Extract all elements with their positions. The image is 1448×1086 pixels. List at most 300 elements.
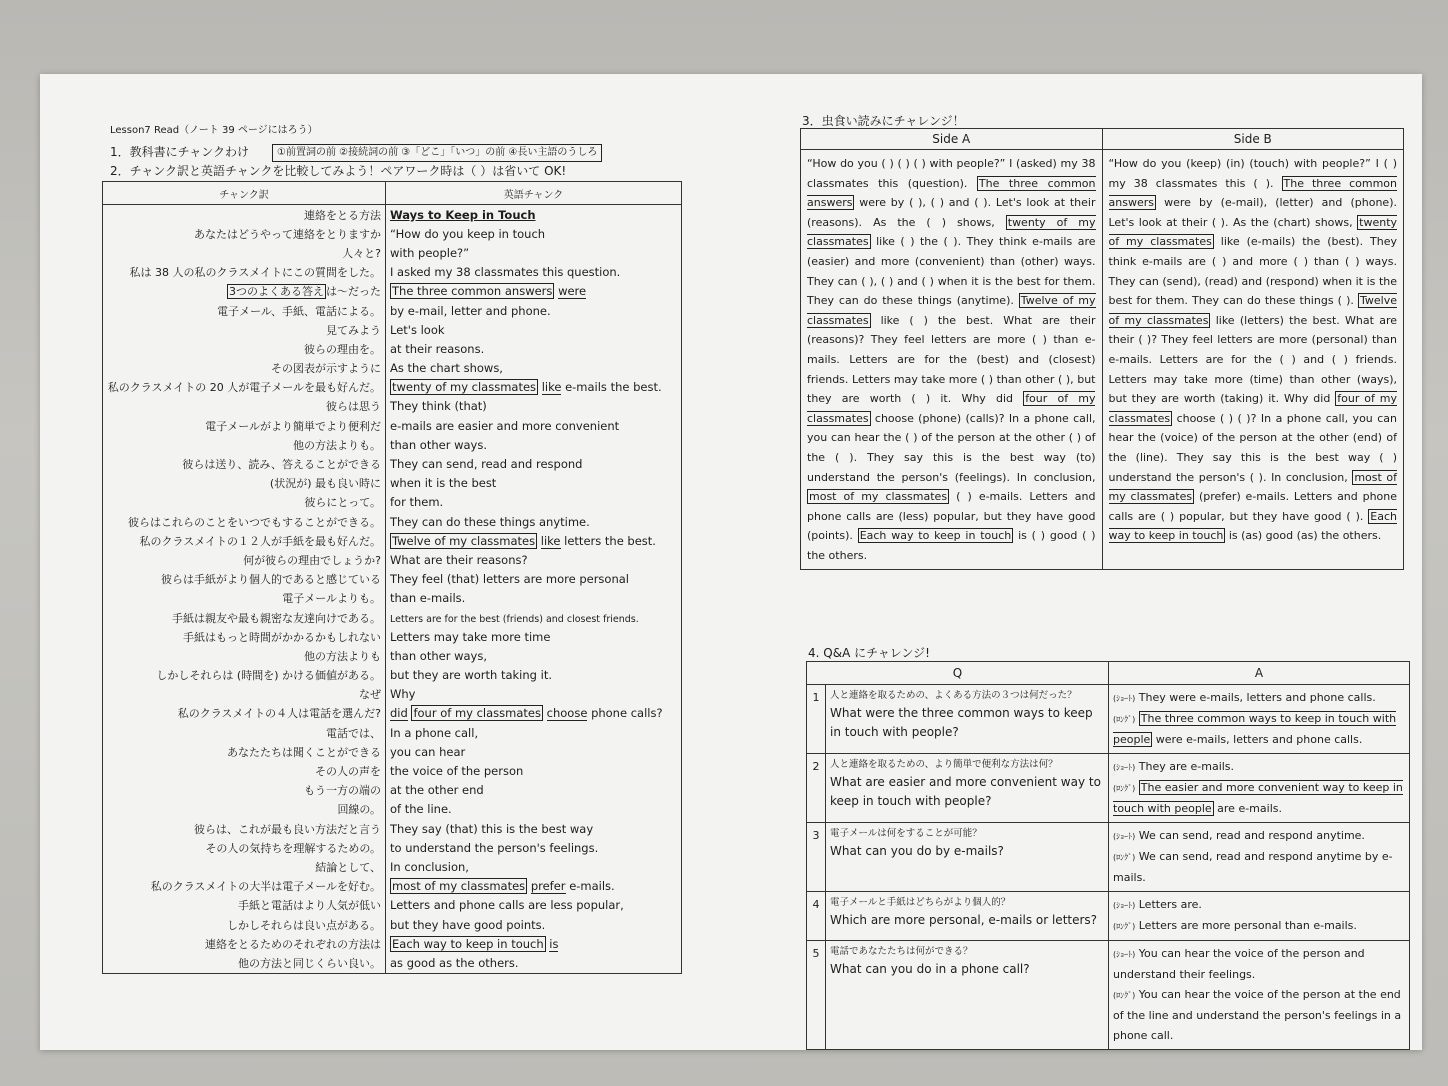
qa-number: 3: [807, 823, 826, 892]
cloze-subject: The three common answers: [1108, 176, 1398, 210]
chunk-en-cell: [386, 666, 682, 685]
table-row: [103, 224, 682, 243]
chunk-en-cell: [386, 570, 682, 589]
chunk-en-cell: [386, 742, 682, 761]
chunk-en-cell: [386, 896, 682, 915]
cloze-text: Why did: [1284, 392, 1331, 406]
long-answer-text: were e-mails, letters and phone calls.: [1155, 733, 1363, 746]
chunk-en-text: with people?”: [390, 245, 470, 260]
qa-row: [807, 941, 1410, 1050]
chunk-jp-text: 彼らは思う: [326, 400, 381, 414]
table-row: [103, 627, 682, 646]
chunk-jp-cell: [103, 627, 386, 646]
long-answer-text: We can send, read and respond anytime by e-mails.: [1113, 850, 1393, 884]
chunk-en-text: They feel (that) letters are more personal: [390, 572, 629, 587]
chunk-jp-subject: 3つのよくある答え: [229, 285, 324, 299]
qa-long-answer: [1113, 916, 1405, 937]
chunk-jp-text: 連絡をとる方法: [304, 208, 381, 222]
chunk-jp-text: 電子メール、手紙、電話による。: [217, 304, 381, 318]
chunk-en-verb: did: [390, 706, 408, 721]
chunk-jp-cell: [103, 339, 386, 358]
cloze-subject: twenty of my classmates: [807, 215, 1096, 249]
chunk-en-cell: [386, 857, 682, 876]
table-row: [103, 205, 682, 225]
chunk-jp-cell: [103, 857, 386, 876]
chunk-jp-text: その図表が示すように: [271, 362, 381, 376]
chunk-en-cell: [386, 761, 682, 780]
cloze-text: choose ( ) ( )? In a phone call, you can hear the (voice) of the person at the other (end) of the (line). They say this is the best way ( ) understand the person's ( ).: [1108, 411, 1398, 484]
table-row: [103, 838, 682, 857]
q-header: Q: [807, 662, 1109, 685]
chunk-jp-cell: [103, 666, 386, 685]
chunk-jp-text: 他の方法よりも: [304, 649, 381, 663]
long-tag: (ﾛﾝｸﾞ): [1113, 922, 1136, 931]
chunk-jp-cell: [103, 512, 386, 531]
chunk-en-text: phone calls?: [591, 706, 663, 721]
cloze-text: Why did: [961, 392, 1013, 406]
cloze-text: is (as) good (as) the others.: [1228, 529, 1382, 543]
table-row: [103, 915, 682, 934]
chunk-jp-cell: [103, 761, 386, 780]
chunk-jp-cell: [103, 243, 386, 262]
qa-short-answer: [1113, 826, 1405, 847]
side-b-header: Side B: [1102, 129, 1404, 150]
chunk-en-title: Ways to Keep in Touch: [390, 207, 536, 222]
chunk-jp-cell: [103, 454, 386, 473]
qa-question-jp: 電話であなたたちは何ができる？: [830, 946, 973, 957]
chunk-en-cell: [386, 550, 682, 569]
short-tag: (ｼｮｰﾄ): [1113, 950, 1136, 959]
chunk-en-cell: [386, 915, 682, 934]
chunk-jp-cell: [103, 263, 386, 282]
chunk-en-cell: [386, 646, 682, 665]
chunk-jp-text: あなたたちは聞くことができる: [227, 745, 381, 759]
qa-number: 5: [807, 941, 826, 1050]
long-answer-text: are e-mails.: [1217, 802, 1282, 815]
short-answer-text: They were e-mails, letters and phone calls.: [1138, 691, 1376, 704]
col-header-jp: チャンク訳: [103, 182, 386, 205]
section-3-heading: 3．虫食い読みにチャレンジ！: [802, 114, 965, 128]
chunk-en-text: I asked my 38 classmates this question.: [390, 265, 621, 280]
chunk-table: [102, 181, 682, 974]
chunk-en-text: e-mails.: [569, 879, 615, 894]
cloze-text: As the (chart) shows,: [1232, 215, 1353, 229]
side-a-header: Side A: [801, 129, 1103, 150]
chunk-en-cell: [386, 359, 682, 378]
chunk-en-cell: [386, 934, 682, 953]
chunk-en-subject: twenty of my classmates: [392, 380, 537, 395]
chunk-jp-cell: [103, 416, 386, 435]
qa-question-cell: [826, 892, 1109, 941]
chunk-en-cell: [386, 781, 682, 800]
chunk-jp-text: 電子メールがより簡単でより便利だ: [205, 419, 381, 433]
chunk-jp-text: (状況が) 最も良い時に: [269, 477, 381, 491]
a-header: A: [1109, 662, 1410, 685]
qa-number: 2: [807, 754, 826, 823]
cloze-subject: most of my classmates: [809, 490, 948, 504]
chunk-en-text: for them.: [390, 495, 444, 510]
cloze-subject: four of my classmates: [1108, 392, 1397, 425]
chunk-jp-cell: [103, 896, 386, 915]
qa-number: 1: [807, 685, 826, 754]
chunk-en-cell: [386, 282, 682, 301]
qa-row: [807, 754, 1410, 823]
chunk-en-text: but they have good points.: [390, 917, 546, 932]
chunk-en-cell: [386, 378, 682, 397]
table-row: [103, 263, 682, 282]
chunk-jp-text: 手紙と電話はより人気が低い: [238, 899, 381, 913]
chunk-jp-cell: [103, 570, 386, 589]
chunk-jp-cell: [103, 742, 386, 761]
table-row: [103, 282, 682, 301]
chunk-en-verb: like: [541, 380, 562, 395]
long-answer-subject: The three common ways to keep in touch with people: [1113, 712, 1397, 746]
chunk-en-cell: [386, 474, 682, 493]
table-row: [103, 512, 682, 531]
qa-long-answer: [1113, 847, 1405, 888]
qa-table-body: [807, 685, 1410, 1050]
chunk-jp-text: は～だった: [326, 285, 381, 299]
cloze-text: In conclusion,: [1271, 470, 1348, 484]
qa-answer-cell: [1109, 754, 1410, 823]
chunk-jp-text: 他の方法と同じくらい良い。: [238, 956, 381, 970]
chunk-en-text: to understand the person's feelings.: [390, 840, 599, 855]
cloze-text: “How do you ( ) ( ) ( ) with people?” I (asked) my 38 classmates this (question).: [807, 157, 1096, 190]
chunk-jp-text: 回線の。: [337, 803, 381, 817]
chunk-en-cell: [386, 263, 682, 282]
table-row: [103, 378, 682, 397]
col-header-en: 英語チャンク: [386, 182, 682, 205]
chunk-jp-text: しかしそれらは (時間を) かける価値がある。: [156, 669, 381, 683]
chunk-en-subject: Twelve of my classmates: [392, 533, 536, 548]
chunk-en-text: Letters are for the best (friends) and closest friends.: [390, 613, 639, 625]
cloze-table: [800, 128, 1404, 570]
cloze-text: like (letters) the best. What are their ( )? They feel letters are more (personal) than e-mails. Letters are for the ( ) and ( ) friends. Letters may take more (time) than other (ways), but they are worth (taking) it.: [1108, 313, 1397, 406]
table-row: [103, 550, 682, 569]
cloze-subject: Each way to keep in touch: [859, 529, 1012, 543]
chunk-jp-cell: [103, 320, 386, 339]
chunk-jp-cell: [103, 915, 386, 934]
chunk-jp-text: しかしそれらは良い点がある。: [227, 918, 381, 932]
qa-long-answer: [1113, 778, 1405, 819]
chunk-en-cell: [386, 205, 682, 225]
chunk-en-text: They can do these things anytime.: [390, 514, 590, 529]
cloze-text: like ( ) the ( ). They think e-mails are (easier) and more (convenient) than (other) ways. They can ( ), ( ) and ( ) when it is the best for them. They can do these things (anytime).: [807, 235, 1096, 308]
chunk-en-text: you can hear: [390, 744, 466, 759]
chunk-en-text: Why: [390, 687, 416, 702]
table-row: [103, 742, 682, 761]
chunk-en-cell: [386, 224, 682, 243]
qa-long-answer: [1113, 985, 1405, 1046]
chunk-jp-cell: [103, 877, 386, 896]
cloze-subject: The three common answers: [807, 176, 1096, 210]
short-tag: (ｼｮｰﾄ): [1113, 694, 1136, 703]
chunk-en-text: at their reasons.: [390, 341, 485, 356]
chunk-en-cell: [386, 608, 682, 627]
qa-question-en: What were the three common ways to keep in touch with people?: [830, 706, 1093, 739]
chunk-en-cell: [386, 435, 682, 454]
chunk-en-cell: [386, 877, 682, 896]
qa-short-answer: [1113, 895, 1405, 916]
table-row: [103, 570, 682, 589]
chunk-jp-text: もう一方の端の: [304, 784, 381, 798]
cloze-text: were by ( ), ( ) and ( ). Let's look at their (reasons).: [807, 196, 1096, 229]
cloze-subject: most of my classmates: [1108, 470, 1398, 504]
cloze-subject: Twelve of my classmates: [1108, 294, 1397, 327]
table-row: [103, 761, 682, 780]
table-row: [103, 723, 682, 742]
section-4-heading: 4. Q&A にチャレンジ!: [808, 646, 930, 660]
short-tag: (ｼｮｰﾄ): [1113, 832, 1136, 841]
chunk-en-cell: [386, 493, 682, 512]
qa-short-answer: [1113, 757, 1405, 778]
chunk-en-cell: [386, 397, 682, 416]
chunk-jp-text: 見てみよう: [326, 323, 381, 337]
table-row: [103, 339, 682, 358]
chunk-jp-cell: [103, 723, 386, 742]
chunk-en-text: What are their reasons?: [390, 552, 528, 567]
cloze-subject: four of my classmates: [807, 392, 1096, 425]
chunk-jp-text: あなたはどうやって連絡をとりますか: [194, 227, 381, 241]
chunk-en-text: Letters may take more time: [390, 629, 551, 644]
chunk-en-verb: choose: [546, 706, 588, 721]
chunk-en-text: As the chart shows,: [390, 361, 503, 376]
table-row: [103, 359, 682, 378]
chunk-jp-text: 人々と?: [342, 246, 381, 260]
table-row: [103, 704, 682, 723]
chunk-en-text: Letters and phone calls are less popular,: [390, 898, 624, 913]
short-tag: (ｼｮｰﾄ): [1113, 901, 1136, 910]
qa-table: [806, 661, 1410, 1050]
chunk-jp-text: 彼らは、これが最も良い方法だと言う: [194, 822, 381, 836]
table-row: [103, 320, 682, 339]
chunk-jp-cell: [103, 953, 386, 973]
chunk-en-text: as good as the others.: [390, 955, 519, 970]
qa-row: [807, 685, 1410, 754]
chunk-jp-text: なぜ: [359, 688, 381, 702]
chunk-en-cell: [386, 704, 682, 723]
table-row: [103, 397, 682, 416]
qa-answer-cell: [1109, 685, 1410, 754]
chunk-jp-text: 私のクラスメイトの１２人が手紙を最も好んだ。: [139, 534, 381, 548]
cloze-subject: Twelve of my classmates: [807, 294, 1096, 327]
chunk-en-text: letters the best.: [564, 533, 656, 548]
chunk-en-subject: The three common answers: [392, 284, 553, 299]
chunk-en-text: “How do you keep in touch: [390, 226, 546, 241]
chunk-en-cell: [386, 531, 682, 550]
qa-row: [807, 892, 1410, 941]
chunk-jp-text: 手紙は親友や最も親密な友達向けである。: [172, 611, 381, 625]
table-row: [103, 685, 682, 704]
chunk-jp-text: 私のクラスメイトの４人は電話を選んだ?: [177, 707, 381, 721]
long-tag: (ﾛﾝｸﾞ): [1113, 784, 1136, 793]
short-answer-text: They are e-mails.: [1138, 760, 1235, 773]
chunk-jp-text: 連絡をとるためのそれぞれの方法は: [205, 937, 381, 951]
qa-question-en: Which are more personal, e-mails or letters?: [830, 913, 1098, 927]
qa-question-cell: [826, 754, 1109, 823]
cloze-text: In conclusion,: [1016, 470, 1096, 484]
cloze-text: like ( ) the best. What are their (reasons)? They feel letters are more ( ) than e-mails. Letters are for the (best) and (closest) friends. Letters may take more ( ) than other ( ), but they are worth ( ) it.: [807, 313, 1096, 406]
cloze-text: like (e-mails) the (best). They think e-mails are ( ) and more ( ) than ( ) ways. They can (send), (read) and (respond) when it is the best for them. They can do these things ( ).: [1108, 235, 1398, 308]
cloze-text: is ( ) good ( ) the others.: [807, 529, 1096, 562]
qa-question-jp: 電子メールは何をすることが可能？: [830, 828, 982, 839]
table-row: [103, 493, 682, 512]
chunk-rules-box: ①前置詞の前 ②接続詞の前 ③「どこ」「いつ」の前 ④長い主語のうしろ: [272, 144, 602, 162]
lesson-title: Lesson7 Read（ノート 39 ページにはろう）: [110, 125, 318, 136]
chunk-en-cell: [386, 416, 682, 435]
table-row: [103, 608, 682, 627]
chunk-en-text: They can send, read and respond: [390, 457, 583, 472]
qa-question-jp: 電子メールと手紙はどちらがより個人的？: [830, 897, 1011, 908]
chunk-en-cell: [386, 838, 682, 857]
table-row: [103, 857, 682, 876]
chunk-en-cell: [386, 512, 682, 531]
table-row: [103, 666, 682, 685]
chunk-en-cell: [386, 723, 682, 742]
chunk-jp-text: 電子メールよりも。: [282, 592, 381, 606]
chunk-jp-text: その人の気持ちを理解するための。: [205, 841, 381, 855]
cloze-text: “How do you (keep) (in) (touch) with people?” I ( ) my 38 classmates this ( ).: [1108, 157, 1397, 190]
table-row: [103, 531, 682, 550]
chunk-en-verb: is: [549, 936, 559, 951]
chunk-jp-cell: [103, 819, 386, 838]
chunk-en-cell: [386, 339, 682, 358]
long-answer-text: Letters are more personal than e-mails.: [1138, 919, 1357, 932]
qa-question-en: What are easier and more convenient way to keep in touch with people?: [830, 775, 1101, 808]
section-2-heading: 2．チャンク訳と英語チャンクを比較してみよう！ペアワーク時は（ ）は省いて OK!: [110, 164, 567, 178]
chunk-jp-text: 彼らは送り、読み、答えることができる: [182, 458, 381, 472]
chunk-en-cell: [386, 301, 682, 320]
table-row: [103, 800, 682, 819]
chunk-en-cell: [386, 589, 682, 608]
side-a-text: [801, 150, 1103, 570]
short-answer-text: Letters are.: [1138, 898, 1202, 911]
qa-answer-cell: [1109, 892, 1410, 941]
cloze-text: choose (phone) (calls)? In a phone call, you can hear the ( ) of the person at the other ( ) of the ( ). They say this is the best way (to) understand the person's (feelings).: [807, 411, 1096, 484]
chunk-en-text: They say (that) this is the best way: [390, 821, 594, 836]
chunk-jp-cell: [103, 934, 386, 953]
chunk-en-text: when it is the best: [390, 476, 497, 491]
chunk-en-text: e-mails are easier and more convenient: [390, 418, 620, 433]
qa-row: [807, 823, 1410, 892]
chunk-jp-cell: [103, 493, 386, 512]
chunk-jp-cell: [103, 397, 386, 416]
chunk-jp-text: 他の方法よりも。: [293, 438, 381, 452]
qa-answer-cell: [1109, 941, 1410, 1050]
qa-question-jp: 人と連絡を取るための、より簡単で便利な方法は何？: [830, 759, 1058, 770]
cloze-subject: Each way to keep in touch: [1108, 509, 1397, 543]
table-row: [103, 877, 682, 896]
chunk-en-text: of the line.: [390, 802, 452, 817]
chunk-en-text: Let's look: [390, 322, 445, 337]
chunk-jp-text: 彼らは手紙がより個人的であると感じている: [161, 573, 381, 587]
chunk-jp-text: 手紙はもっと時間がかかるかもしれない: [183, 630, 381, 644]
chunk-jp-cell: [103, 800, 386, 819]
qa-question-cell: [826, 823, 1109, 892]
chunk-en-text: In a phone call,: [390, 725, 479, 740]
long-answer-text: You can hear the voice of the person at the end of the line and understand the person's feelings in a phone call.: [1113, 988, 1402, 1042]
chunk-en-text: than e-mails.: [390, 591, 466, 606]
chunk-en-subject: four of my classmates: [413, 706, 541, 721]
cloze-text: ( ) e-mails. Letters and phone calls are (less) popular, but they have good (points).: [807, 490, 1096, 543]
chunk-jp-cell: [103, 224, 386, 243]
chunk-jp-text: 私のクラスメイトの大半は電子メールを好む。: [150, 880, 381, 894]
chunk-jp-cell: [103, 685, 386, 704]
short-answer-text: We can send, read and respond anytime.: [1138, 829, 1365, 842]
table-row: [103, 454, 682, 473]
chunk-en-text: than other ways,: [390, 648, 487, 663]
chunk-en-text: In conclusion,: [390, 859, 469, 874]
table-row: [103, 953, 682, 973]
chunk-en-verb: were: [558, 284, 587, 299]
chunk-jp-cell: [103, 550, 386, 569]
chunk-en-text: e-mails the best.: [565, 380, 662, 395]
chunk-jp-cell: [103, 301, 386, 320]
section-1-heading: 1．教科書にチャンクわけ: [110, 145, 250, 159]
chunk-jp-cell: [103, 282, 386, 301]
chunk-en-text: by e-mail, letter and phone.: [390, 303, 551, 318]
qa-question-en: What can you do in a phone call?: [830, 962, 1030, 976]
chunk-jp-cell: [103, 704, 386, 723]
chunk-en-cell: [386, 627, 682, 646]
table-row: [103, 435, 682, 454]
chunk-en-cell: [386, 243, 682, 262]
cloze-subject: twenty of my classmates: [1108, 215, 1398, 249]
table-row: [103, 474, 682, 493]
long-answer-subject: The easier and more convenient way to keep in touch with people: [1113, 781, 1403, 815]
chunk-en-text: than other ways.: [390, 437, 487, 452]
chunk-jp-cell: [103, 608, 386, 627]
qa-long-answer: [1113, 709, 1405, 750]
chunk-jp-text: その人の声を: [315, 765, 381, 779]
qa-number: 4: [807, 892, 826, 941]
side-b-text: [1102, 150, 1404, 570]
chunk-en-cell: [386, 320, 682, 339]
chunk-jp-cell: [103, 435, 386, 454]
table-row: [103, 589, 682, 608]
chunk-jp-text: 電話では、: [326, 726, 381, 740]
qa-short-answer: [1113, 944, 1405, 985]
qa-answer-cell: [1109, 823, 1410, 892]
chunk-jp-cell: [103, 589, 386, 608]
chunk-en-verb: prefer: [530, 879, 566, 894]
chunk-jp-text: 彼らはこれらのことをいつでもすることができる。: [128, 515, 381, 529]
long-tag: (ﾛﾝｸﾞ): [1113, 991, 1136, 1000]
table-row: [103, 243, 682, 262]
chunk-en-subject: Each way to keep in touch: [392, 936, 544, 951]
chunk-jp-text: 私のクラスメイトの 20 人が電子メールを最も好んだ。: [107, 381, 381, 395]
table-row: [103, 416, 682, 435]
chunk-en-subject: most of my classmates: [392, 879, 526, 894]
cloze-text: (prefer) e-mails. Letters and phone calls are ( ) popular, but they have good ( ).: [1108, 490, 1398, 523]
cloze-text: As the ( ) shows,: [873, 215, 995, 229]
long-tag: (ﾛﾝｸﾞ): [1113, 715, 1136, 724]
chunk-jp-text: 結論として、: [315, 860, 381, 874]
chunk-table-body: [103, 205, 682, 974]
table-row: [103, 301, 682, 320]
chunk-en-cell: [386, 800, 682, 819]
table-row: [103, 781, 682, 800]
chunk-jp-cell: [103, 359, 386, 378]
qa-question-cell: [826, 685, 1109, 754]
chunk-en-cell: [386, 685, 682, 704]
chunk-jp-text: 彼らの理由を。: [304, 342, 381, 356]
chunk-en-text: but they are worth taking it.: [390, 668, 552, 683]
qa-question-en: What can you do by e-mails?: [830, 844, 1004, 858]
qa-question-cell: [826, 941, 1109, 1050]
chunk-jp-text: 何が彼らの理由でしょうか?: [243, 553, 381, 567]
chunk-jp-cell: [103, 378, 386, 397]
